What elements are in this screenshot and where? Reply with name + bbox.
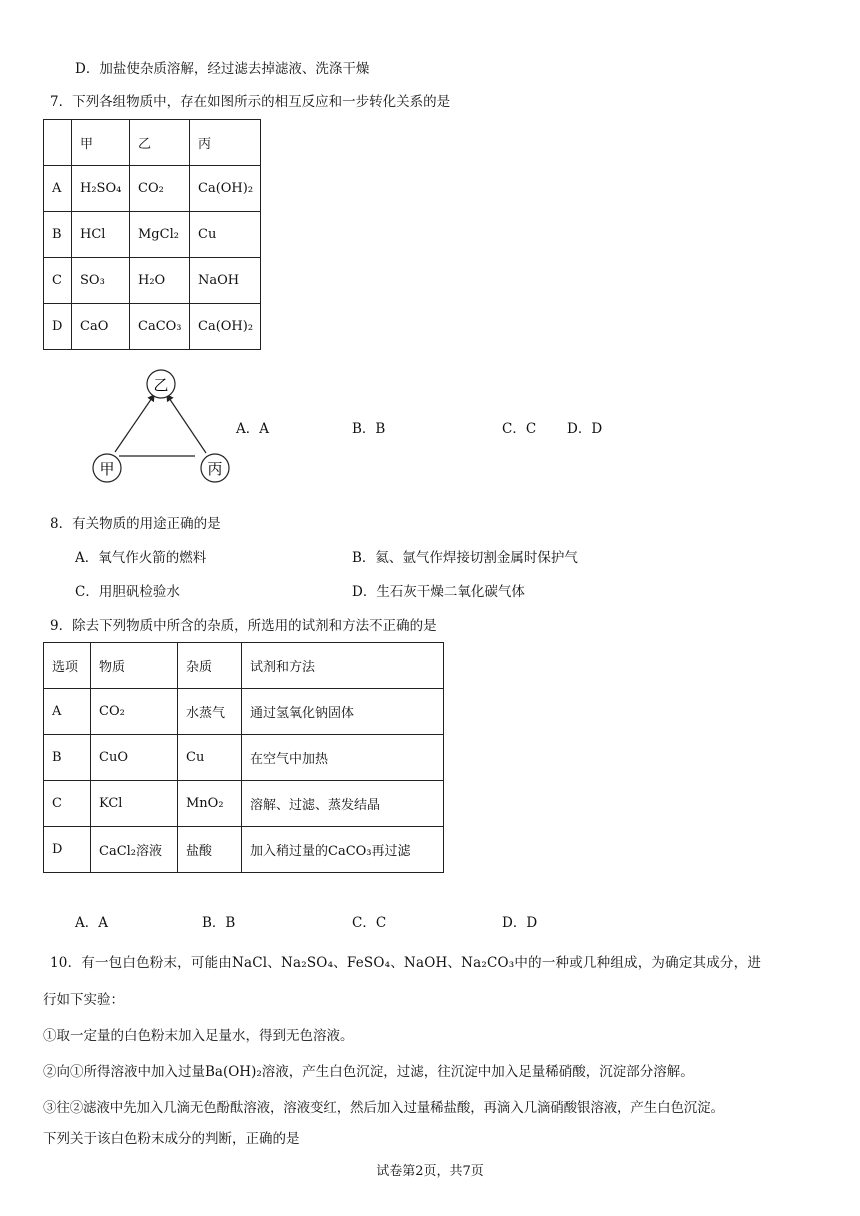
table-cell: CaCl₂溶液	[91, 827, 178, 873]
table-cell: KCl	[91, 781, 178, 827]
table-row	[44, 212, 261, 258]
table-cell: H₂SO₄	[72, 166, 130, 212]
table-row	[44, 735, 444, 781]
table-cell: 在空气中加热	[242, 735, 444, 781]
diagram-arrow-jia-yi	[115, 395, 154, 452]
table-cell: C	[44, 258, 72, 304]
table-header-row	[44, 643, 444, 689]
table-cell: 选项	[44, 643, 91, 689]
q10-step3: ③往②滤液中先加入几滴无色酚酞溶液，溶液变红，然后加入过量稀盐酸，再滴入几滴硝酸银溶液，产生白色沉淀。	[43, 1100, 724, 1116]
table-cell: C	[44, 781, 91, 827]
table-cell: 试剂和方法	[242, 643, 444, 689]
table-cell: 溶解、过滤、蒸发结晶	[242, 781, 444, 827]
q10-stem-line2: 行如下实验：	[43, 992, 124, 1008]
table-cell: 杂质	[178, 643, 242, 689]
table-header-row	[44, 120, 261, 166]
q9-option-d: D．D	[502, 915, 538, 931]
node-jia-label: 甲	[99, 460, 115, 478]
q8-option-b: B．氦、氩气作焊接切割金属时保护气	[352, 550, 578, 566]
table-cell: 甲	[72, 120, 130, 166]
q7-table	[43, 119, 261, 350]
table-cell: HCl	[72, 212, 130, 258]
table-row	[44, 304, 261, 350]
table-cell: Ca(OH)₂	[190, 166, 261, 212]
table-row	[44, 689, 444, 735]
table-row	[44, 258, 261, 304]
table-cell: MnO₂	[178, 781, 242, 827]
table-cell: Ca(OH)₂	[190, 304, 261, 350]
table-cell: H₂O	[130, 258, 190, 304]
table-cell: 丙	[190, 120, 261, 166]
q10-step1: ①取一定量的白色粉末加入足量水，得到无色溶液。	[43, 1028, 354, 1044]
q8-option-c: C．用胆矾检验水	[75, 584, 180, 600]
q10-stem-line1: 10．有一包白色粉末，可能由NaCl、Na₂SO₄、FeSO₄、NaOH、Na₂CO₃中的一种或几种组成，为确定其成分，进	[50, 955, 762, 971]
table-cell: CO₂	[130, 166, 190, 212]
q8-option-d: D．生石灰干燥二氧化碳气体	[352, 584, 525, 600]
q8-stem: 8．有关物质的用途正确的是	[50, 516, 221, 532]
q9-table	[43, 642, 444, 873]
q9-option-b: B．B	[202, 915, 236, 931]
table-cell: CuO	[91, 735, 178, 781]
q7-option-c: C．C	[502, 421, 537, 437]
table-cell: D	[44, 304, 72, 350]
page-footer: 试卷第2页，共7页	[376, 1164, 484, 1179]
q9-stem: 9．除去下列物质中所含的杂质，所选用的试剂和方法不正确的是	[50, 618, 437, 634]
table-cell: 物质	[91, 643, 178, 689]
table-cell: NaOH	[190, 258, 261, 304]
table-cell: 加入稍过量的CaCO₃再过滤	[242, 827, 444, 873]
table-cell: 水蒸气	[178, 689, 242, 735]
table-cell: CaO	[72, 304, 130, 350]
table-cell: CaCO₃	[130, 304, 190, 350]
table-row	[44, 781, 444, 827]
table-cell: A	[44, 689, 91, 735]
table-cell: D	[44, 827, 91, 873]
q10-step2: ②向①所得溶液中加入过量Ba(OH)₂溶液，产生白色沉淀，过滤，往沉淀中加入足量稀硝酸，沉淀部分溶解。	[43, 1064, 694, 1080]
q7-option-a: A．A	[236, 421, 269, 437]
diagram-arrow-bing-yi	[167, 395, 206, 453]
table-cell: B	[44, 212, 72, 258]
q10-question: 下列关于该白色粉末成分的判断，正确的是	[43, 1131, 300, 1147]
table-cell: 通过氢氧化钠固体	[242, 689, 444, 735]
q7-option-d: D．D	[567, 421, 603, 437]
table-cell: Cu	[178, 735, 242, 781]
table-row	[44, 827, 444, 873]
q7-stem: 7．下列各组物质中，存在如图所示的相互反应和一步转化关系的是	[50, 94, 451, 110]
q8-option-a: A．氧气作火箭的燃料	[75, 550, 207, 566]
node-bing-label: 丙	[207, 460, 223, 478]
q9-option-c: C．C	[352, 915, 387, 931]
q6-option-d: D．加盐使杂质溶解，经过滤去掉滤液、洗涤干燥	[75, 61, 370, 77]
table-cell: 盐酸	[178, 827, 242, 873]
table-cell: 乙	[130, 120, 190, 166]
table-cell: SO₃	[72, 258, 130, 304]
table-row	[44, 166, 261, 212]
table-cell: MgCl₂	[130, 212, 190, 258]
q7-option-b: B．B	[352, 421, 386, 437]
table-cell: A	[44, 166, 72, 212]
table-cell: B	[44, 735, 91, 781]
q7-triangle-diagram	[85, 362, 235, 492]
table-cell: CO₂	[91, 689, 178, 735]
node-yi-label: 乙	[153, 376, 169, 394]
table-cell: Cu	[190, 212, 261, 258]
table-cell	[44, 120, 72, 166]
q9-option-a: A．A	[75, 915, 108, 931]
